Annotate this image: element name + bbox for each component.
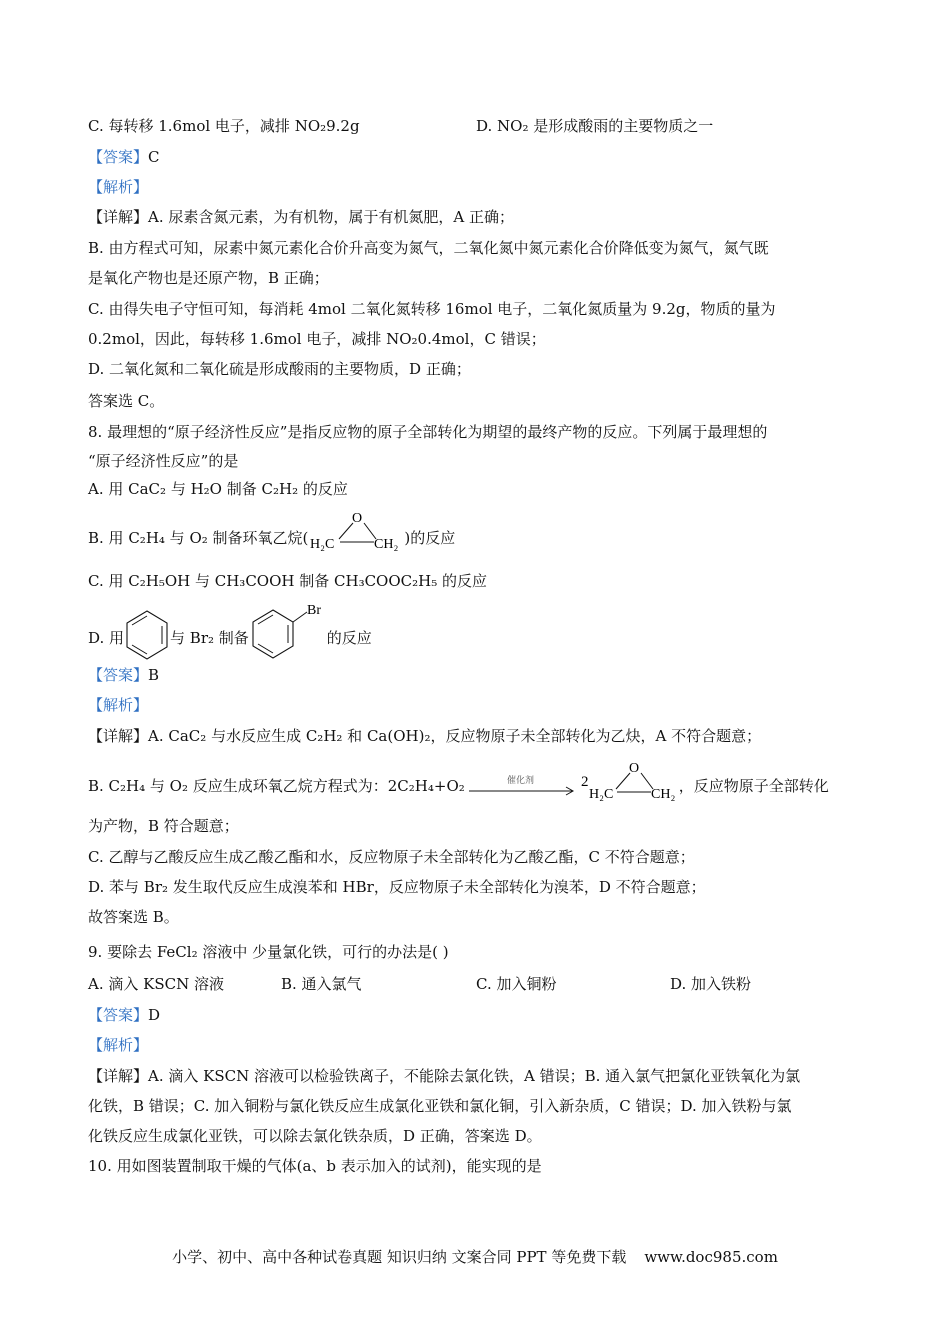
q9-option-b: B. 通入氯气 <box>281 975 362 993</box>
epoxide-product-icon <box>579 760 679 804</box>
q7-option-d: D. NO₂ 是形成酸雨的主要物质之一 <box>476 117 714 135</box>
q9-option-d: D. 加入铁粉 <box>670 975 752 993</box>
catalyst-arrow-icon <box>467 774 579 800</box>
epoxide-right-label: CH₂ <box>374 537 399 552</box>
q8-option-b: B. 用 C₂H₄ 与 O₂ 制备环氧乙烷( O H₂C CH₂ )的反应 <box>88 511 456 552</box>
q8-detail-c: C. 乙醇与乙酸反应生成乙酸乙酯和水，反应物原子未全部转化为乙酸乙酯，C 不符合题意； <box>88 848 695 866</box>
q9-option-c: C. 加入铜粉 <box>476 975 557 993</box>
q7-detail-c2: 0.2mol，因此，每转移 1.6mol 电子，减排 NO₂0.4mol，C 错误； <box>88 330 546 348</box>
q8-stem-line2: “原子经济性反应”的是 <box>88 452 239 470</box>
detail-tag: 【详解】 <box>88 1067 149 1085</box>
answer-value: C <box>148 148 160 166</box>
q9-detail-line1: 【详解】A. 滴入 KSCN 溶液可以检验铁离子，不能除去氯化铁，A 错误；B. 通入氯气把氯化亚铁氧化为氯 <box>88 1067 801 1085</box>
q10-stem: 10. 用如图装置制取干燥的气体(a、b 表示加入的试剂)，能实现的是 <box>88 1157 542 1175</box>
q7-detail-c1: C. 由得失电子守恒可知，每消耗 4mol 二氧化氮转移 16mol 电子，二氧化氮质量为 9.2g，物质的量为 <box>88 300 776 318</box>
detail-tag: 【详解】 <box>88 208 149 226</box>
catalyst-label: 催化剂 <box>506 775 534 785</box>
epoxide-left-label: H₂C <box>310 537 335 552</box>
q8-answer <box>88 664 159 686</box>
bromo-label: Br <box>306 603 321 618</box>
q9-analysis-tag: 【解析】 <box>88 1036 149 1054</box>
q9-option-a: A. 滴入 KSCN 溶液 <box>88 975 224 993</box>
bromobenzene-structure-icon <box>249 602 327 660</box>
q8-option-d: D. 用 与 Br₂ 制备 Br 的反应 <box>88 617 372 661</box>
footer-text: 小学、初中、高中各种试卷真题 知识归纳 文案合同 PPT 等免费下载 <box>172 1248 627 1266</box>
q7-detail-d: D. 二氧化氮和二氧化硫是形成酸雨的主要物质，D 正确； <box>88 360 471 378</box>
epoxide-o-label: O <box>352 511 363 526</box>
detail-tag: 【详解】 <box>88 727 149 745</box>
q8-detail-a: 【详解】A. CaC₂ 与水反应生成 C₂H₂ 和 Ca(OH)₂，反应物原子未全部转化为乙炔，A 不符合题意； <box>88 727 762 745</box>
svg-text:H₂C: H₂C <box>588 787 614 802</box>
answer-tag: 【答案】 <box>88 1006 149 1024</box>
q8-option-c: C. 用 C₂H₅OH 与 CH₃COOH 制备 CH₃COOC₂H₅ 的反应 <box>88 572 488 590</box>
q7-option-c: C. 每转移 1.6mol 电子，减排 NO₂9.2g <box>88 117 360 135</box>
svg-text:O: O <box>628 761 639 776</box>
q8-stem-line1: 8. 最理想的“原子经济性反应”是指反应物的原子全部转化为期望的最终产物的反应。下列属于最理想的 <box>88 423 768 441</box>
answer-tag: 【答案】 <box>88 666 149 684</box>
coefficient-label: 2 <box>580 774 589 790</box>
q7-conclusion: 答案选 C。 <box>88 392 165 410</box>
q7-detail-b2: 是氧化产物也是还原产物，B 正确； <box>88 269 329 287</box>
q7-detail-a: 【详解】A. 尿素含氮元素，为有机物，属于有机氮肥，A 正确； <box>88 208 514 226</box>
q7-answer <box>88 146 160 168</box>
q8-detail-b2: 为产物，B 符合题意； <box>88 817 239 835</box>
answer-tag: 【答案】 <box>88 148 149 166</box>
svg-text:CH₂: CH₂ <box>650 787 676 802</box>
q7-analysis-tag: 【解析】 <box>88 178 149 196</box>
q8-analysis-tag: 【解析】 <box>88 696 149 714</box>
q8-conclusion: 故答案选 B。 <box>88 908 179 926</box>
q9-answer <box>88 1004 160 1026</box>
q8-detail-d: D. 苯与 Br₂ 发生取代反应生成溴苯和 HBr，反应物原子未全部转化为溴苯，D 不符合题意； <box>88 878 706 896</box>
answer-value: D <box>148 1006 161 1024</box>
q8-detail-b: B. C₂H₄ 与 O₂ 反应生成环氧乙烷方程式为：2C₂H₄+O₂ 催化剂 2 O H₂C CH₂ ，反应物原子全部转化 <box>88 761 829 802</box>
page-footer <box>0 1246 950 1268</box>
benzene-ring-icon <box>124 609 170 661</box>
q8-option-a: A. 用 CaC₂ 与 H₂O 制备 C₂H₂ 的反应 <box>88 480 348 498</box>
q9-detail-line3: 化铁反应生成氯化亚铁，可以除去氯化铁杂质，D 正确，答案选 D。 <box>88 1127 542 1145</box>
q9-detail-line2: 化铁，B 错误；C. 加入铜粉与氯化铁反应生成氯化亚铁和氯化铜，引入新杂质，C 错误；D. 加入铁粉与氯 <box>88 1097 792 1115</box>
epoxide-structure-icon <box>308 510 404 554</box>
answer-value: B <box>148 666 160 684</box>
footer-url: www.doc985.com <box>644 1248 778 1266</box>
q7-detail-b1: B. 由方程式可知，尿素中氮元素化合价升高变为氮气，二氧化氮中氮元素化合价降低变为氮气，氮气既 <box>88 239 769 257</box>
q9-stem: 9. 要除去 FeCl₂ 溶液中 少量氯化铁，可行的办法是( ) <box>88 943 449 961</box>
